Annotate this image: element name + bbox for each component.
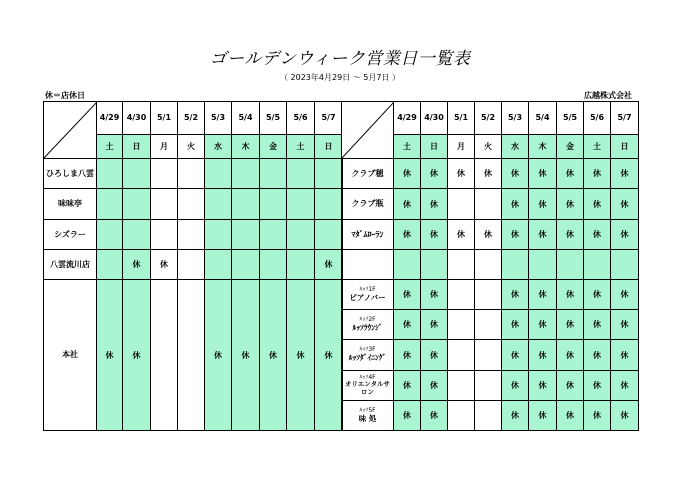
closed-mark: 休 xyxy=(529,220,557,250)
closed-mark: 休 xyxy=(394,220,421,250)
closed-mark: 休 xyxy=(557,189,584,220)
weekday-header: 火 xyxy=(178,134,205,158)
diagonal-line xyxy=(342,102,394,158)
date-header: 5/4 xyxy=(529,102,557,135)
closed-mark: 休 xyxy=(584,159,611,189)
closed-mark: 休 xyxy=(315,250,343,280)
closed-mark: 休 xyxy=(529,371,557,401)
date-header: 5/6 xyxy=(584,102,611,135)
closed-mark: 休 xyxy=(557,310,584,340)
weekday-header: 金 xyxy=(557,134,584,158)
table-row xyxy=(44,280,343,310)
table-row xyxy=(44,220,343,250)
table-row xyxy=(342,401,639,431)
closed-mark: 休 xyxy=(394,310,421,340)
store-name: シズラー xyxy=(44,220,97,250)
closed-mark: 休 xyxy=(584,310,611,340)
closed-mark: 休 xyxy=(529,280,557,310)
store-name xyxy=(342,340,394,371)
closed-mark: 休 xyxy=(529,189,557,220)
table-row xyxy=(342,340,639,371)
store-name xyxy=(342,310,394,340)
store-title: ﾙｯｿﾀﾞｲﾆﾝｸﾞ xyxy=(348,353,387,363)
weekday-header: 日 xyxy=(315,134,343,158)
weekday-header: 木 xyxy=(529,134,557,158)
closed-mark: 休 xyxy=(421,371,448,401)
table-row xyxy=(44,250,343,280)
store-title: ﾙｯｿﾗｳﾝｼﾞ xyxy=(352,322,383,332)
table-row xyxy=(342,159,639,189)
store-name: 八雲流川店 xyxy=(44,250,97,280)
closed-mark: 休 xyxy=(421,189,448,220)
store-name xyxy=(342,371,394,401)
right-schedule-table xyxy=(341,101,639,431)
closed-mark: 休 xyxy=(502,189,529,220)
closed-mark: 休 xyxy=(584,280,611,310)
closed-mark: 休 xyxy=(315,280,343,431)
closed-mark: 休 xyxy=(394,189,421,220)
closed-mark: 休 xyxy=(97,280,123,431)
closed-mark: 休 xyxy=(611,340,639,371)
closed-mark: 休 xyxy=(475,159,502,189)
date-header: 5/4 xyxy=(232,102,260,135)
table-row xyxy=(44,189,343,220)
closed-mark: 休 xyxy=(421,340,448,371)
weekday-header: 日 xyxy=(611,134,639,158)
weekday-header: 土 xyxy=(97,134,123,158)
store-floor: ﾙｯｿ4F xyxy=(359,373,376,381)
weekday-header: 土 xyxy=(584,134,611,158)
date-header: 5/1 xyxy=(151,102,178,135)
date-header: 5/5 xyxy=(557,102,584,135)
date-header: 4/30 xyxy=(421,102,448,135)
date-header: 5/3 xyxy=(205,102,232,135)
date-range: （ 2023年4月29日 ～ 5月7日 ） xyxy=(280,73,400,82)
corner-cell xyxy=(44,102,97,159)
closed-mark: 休 xyxy=(529,340,557,371)
store-name: 本社 xyxy=(44,280,97,431)
closed-mark: 休 xyxy=(421,401,448,431)
closed-mark: 休 xyxy=(611,371,639,401)
weekday-header: 水 xyxy=(502,134,529,158)
closed-mark: 休 xyxy=(529,159,557,189)
empty-name-cell xyxy=(342,250,394,280)
store-floor: ﾙｯｿ1F xyxy=(359,285,376,293)
closed-mark: 休 xyxy=(611,189,639,220)
closed-mark: 休 xyxy=(584,189,611,220)
table-row xyxy=(342,371,639,401)
closed-mark: 休 xyxy=(529,401,557,431)
date-header: 5/2 xyxy=(178,102,205,135)
closed-mark: 休 xyxy=(557,371,584,401)
date-header: 5/3 xyxy=(502,102,529,135)
closed-mark: 休 xyxy=(232,280,260,431)
store-name: ﾏﾀﾞﾑﾛｰﾗﾝ xyxy=(342,220,394,250)
closed-mark: 休 xyxy=(287,280,315,431)
closed-mark: 休 xyxy=(502,371,529,401)
closed-mark: 休 xyxy=(557,159,584,189)
date-header: 5/6 xyxy=(287,102,315,135)
date-header: 5/1 xyxy=(448,102,475,135)
closed-mark: 休 xyxy=(448,159,475,189)
page-title: ゴールデンウィーク営業日一覧表 xyxy=(209,49,471,69)
table-row xyxy=(342,280,639,310)
left-schedule-table xyxy=(43,101,343,431)
weekday-header: 日 xyxy=(123,134,151,158)
weekday-header: 金 xyxy=(260,134,287,158)
weekday-header: 日 xyxy=(421,134,448,158)
closed-mark: 休 xyxy=(151,250,178,280)
closed-mark: 休 xyxy=(557,340,584,371)
closed-mark: 休 xyxy=(123,250,151,280)
date-header: 5/5 xyxy=(260,102,287,135)
store-title: ピアノバー xyxy=(349,292,386,302)
date-header: 4/29 xyxy=(97,102,123,135)
weekday-header: 水 xyxy=(205,134,232,158)
closed-mark: 休 xyxy=(502,220,529,250)
table-row xyxy=(342,310,639,340)
table-row xyxy=(342,220,639,250)
store-title: 味 処 xyxy=(358,413,377,423)
closed-mark: 休 xyxy=(557,280,584,310)
closed-mark: 休 xyxy=(448,220,475,250)
closed-mark: 休 xyxy=(584,220,611,250)
weekday-header: 火 xyxy=(475,134,502,158)
date-header: 4/29 xyxy=(394,102,421,135)
store-floor: ﾙｯｿ2F xyxy=(359,315,376,323)
store-name: クラブ瓶 xyxy=(342,189,394,220)
diagonal-line xyxy=(44,102,97,158)
closed-mark: 休 xyxy=(421,280,448,310)
weekday-header: 月 xyxy=(448,134,475,158)
closed-mark: 休 xyxy=(502,159,529,189)
closed-mark: 休 xyxy=(529,310,557,340)
closed-mark: 休 xyxy=(421,310,448,340)
closed-mark: 休 xyxy=(394,280,421,310)
store-name: ひろしま八雲 xyxy=(44,159,97,189)
weekday-header: 月 xyxy=(151,134,178,158)
closed-mark: 休 xyxy=(502,310,529,340)
closed-mark: 休 xyxy=(502,340,529,371)
date-header: 5/7 xyxy=(315,102,343,135)
company-name: 広越株式会社 xyxy=(584,91,632,100)
closed-mark: 休 xyxy=(123,280,151,431)
store-name: 味味亭 xyxy=(44,189,97,220)
closed-mark: 休 xyxy=(205,280,232,431)
corner-cell xyxy=(342,102,394,159)
closed-mark: 休 xyxy=(611,310,639,340)
closed-mark: 休 xyxy=(475,220,502,250)
store-name xyxy=(342,280,394,310)
closed-mark: 休 xyxy=(584,371,611,401)
legend: 休＝店休日 xyxy=(45,91,85,100)
table-row xyxy=(44,159,343,189)
closed-mark: 休 xyxy=(611,220,639,250)
closed-mark: 休 xyxy=(421,220,448,250)
table-row xyxy=(342,250,639,280)
closed-mark: 休 xyxy=(260,280,287,431)
table-row xyxy=(342,189,639,220)
closed-mark: 休 xyxy=(394,371,421,401)
closed-mark: 休 xyxy=(611,401,639,431)
closed-mark: 休 xyxy=(502,401,529,431)
date-header: 4/30 xyxy=(123,102,151,135)
closed-mark: 休 xyxy=(557,220,584,250)
closed-mark: 休 xyxy=(611,280,639,310)
closed-mark: 休 xyxy=(611,159,639,189)
closed-mark: 休 xyxy=(557,401,584,431)
date-header: 5/7 xyxy=(611,102,639,135)
store-floor: ﾙｯｿ3F xyxy=(359,346,376,354)
store-floor: ﾙｯｿ5F xyxy=(359,406,376,414)
store-title: オリエンタルサロン xyxy=(344,380,391,396)
weekday-header: 木 xyxy=(232,134,260,158)
closed-mark: 休 xyxy=(394,340,421,371)
closed-mark: 休 xyxy=(502,280,529,310)
closed-mark: 休 xyxy=(584,401,611,431)
closed-mark: 休 xyxy=(394,159,421,189)
weekday-header: 土 xyxy=(394,134,421,158)
store-name xyxy=(342,401,394,431)
closed-mark: 休 xyxy=(394,401,421,431)
closed-mark: 休 xyxy=(421,159,448,189)
weekday-header: 土 xyxy=(287,134,315,158)
closed-mark: 休 xyxy=(584,340,611,371)
store-name: クラブ穂 xyxy=(342,159,394,189)
date-header: 5/2 xyxy=(475,102,502,135)
